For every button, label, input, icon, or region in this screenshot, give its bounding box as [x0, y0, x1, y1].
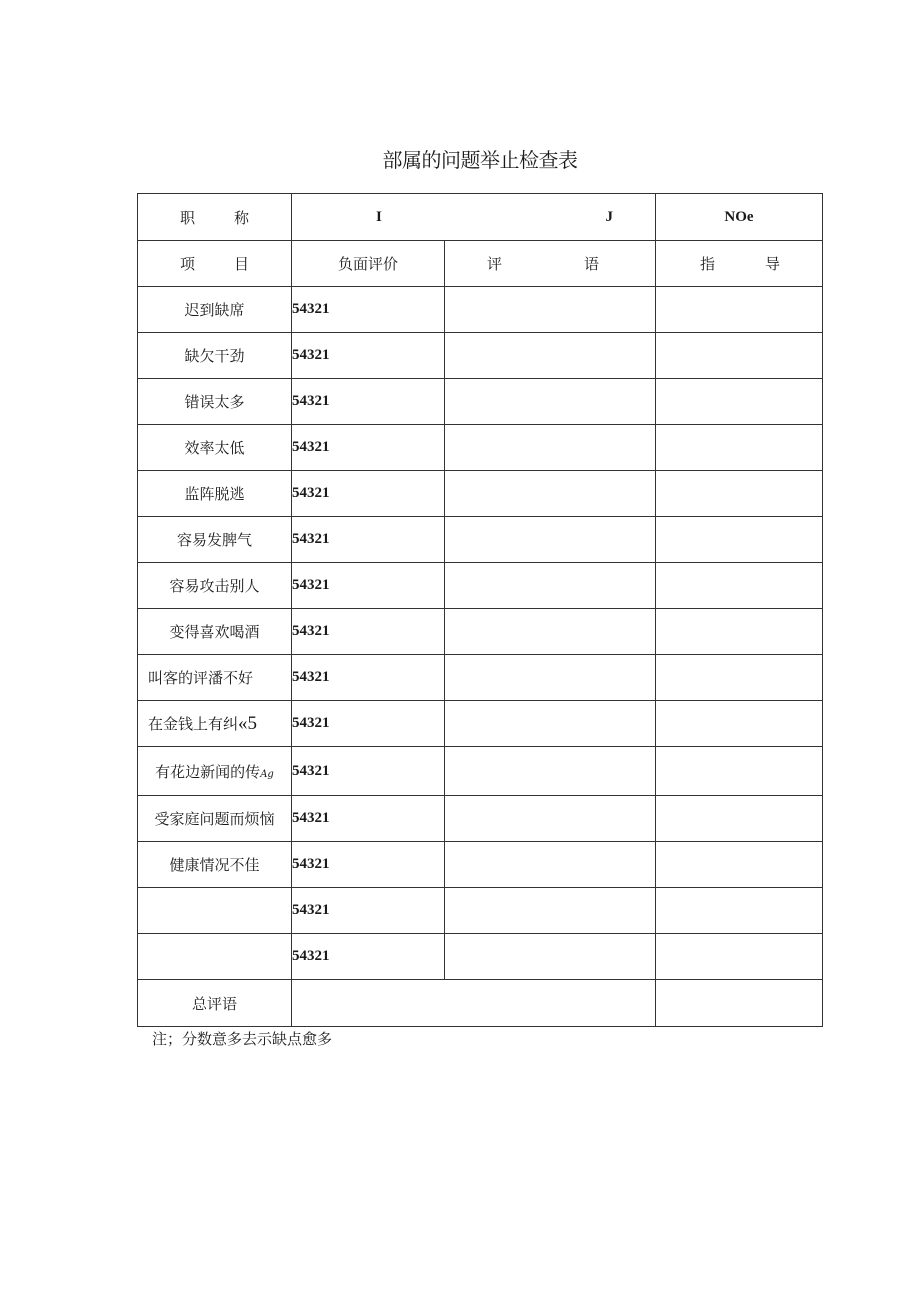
item-label: 容易发脾气 [176, 531, 252, 549]
score-value: 54321 [292, 810, 330, 826]
guide-cell[interactable] [656, 517, 823, 563]
table-row [138, 934, 823, 980]
comment-header-cell [445, 241, 656, 287]
score-cell [292, 796, 445, 842]
score-value: 54321 [292, 948, 330, 964]
item-cell [138, 747, 292, 796]
table-row [138, 842, 823, 888]
score-cell [292, 425, 445, 471]
item-label: 受家庭问题而烦恼 [154, 810, 275, 828]
position-label-a: 职 [180, 208, 196, 227]
guide-header-cell [656, 241, 823, 287]
header-mark-right: J [605, 208, 613, 225]
score-cell [292, 655, 445, 701]
comment-cell[interactable] [445, 517, 656, 563]
score-value: 54321 [292, 902, 330, 918]
score-cell [292, 517, 445, 563]
header-number-cell [656, 194, 823, 241]
score-cell [292, 747, 445, 796]
item-cell [138, 333, 292, 379]
score-cell [292, 842, 445, 888]
item-cell [138, 517, 292, 563]
table-row [138, 888, 823, 934]
item-label: 在金钱上有纠 [148, 714, 239, 733]
guide-cell[interactable] [656, 287, 823, 333]
table-row [138, 747, 823, 796]
comment-header-b: 语 [583, 255, 599, 273]
guide-cell[interactable] [656, 563, 823, 609]
comment-cell[interactable] [445, 655, 656, 701]
table-row [138, 609, 823, 655]
item-header-b: 目 [233, 255, 249, 273]
header-row-title [138, 194, 823, 241]
comment-cell[interactable] [445, 842, 656, 888]
guide-cell[interactable] [656, 471, 823, 517]
table-row [138, 379, 823, 425]
item-cell [138, 796, 292, 842]
item-label: 变得喜欢喝酒 [169, 623, 260, 641]
table-row [138, 425, 823, 471]
header-row-columns [138, 241, 823, 287]
table-row [138, 655, 823, 701]
comment-cell[interactable] [445, 609, 656, 655]
position-label-b: 称 [233, 208, 249, 227]
comment-cell[interactable] [445, 471, 656, 517]
position-value-cell [292, 194, 656, 241]
item-label: 叫客的评潘不好 [148, 669, 254, 687]
score-cell [292, 563, 445, 609]
item-cell [138, 609, 292, 655]
header-number: NOe [724, 208, 754, 225]
item-cell [138, 701, 292, 747]
score-value: 54321 [292, 762, 330, 779]
header-mark-left: I [376, 208, 382, 225]
negative-eval-label: 负面评价 [337, 255, 398, 273]
guide-header-a: 指 [700, 255, 716, 273]
table-row [138, 333, 823, 379]
score-value: 54321 [292, 301, 330, 317]
item-label: 容易攻击别人 [169, 577, 260, 595]
score-cell [292, 379, 445, 425]
footnote: 注；分数意多去示缺点愈多 [152, 1030, 333, 1048]
summary-label: 总评语 [191, 994, 237, 1013]
guide-cell[interactable] [656, 609, 823, 655]
item-label: 迟到缺席 [184, 301, 245, 319]
item-label: 有花边新闻的传 [155, 762, 261, 781]
score-cell [292, 701, 445, 747]
item-header-cell [138, 241, 292, 287]
guide-cell[interactable] [656, 747, 823, 796]
comment-cell[interactable] [445, 287, 656, 333]
guide-cell[interactable] [656, 425, 823, 471]
guide-header-b: 导 [764, 255, 780, 273]
item-cell [138, 842, 292, 888]
item-header-a: 项 [180, 255, 196, 273]
guide-cell[interactable] [656, 934, 823, 980]
page-title: 部属的问题举止检查表 [382, 148, 578, 172]
comment-cell[interactable] [445, 796, 656, 842]
score-cell [292, 333, 445, 379]
score-cell [292, 609, 445, 655]
table-row [138, 471, 823, 517]
item-cell [138, 425, 292, 471]
comment-cell[interactable] [445, 747, 656, 796]
score-value: 54321 [292, 577, 330, 593]
item-label: 缺欠干劲 [184, 347, 245, 365]
negative-eval-header [292, 241, 445, 287]
table-row [138, 796, 823, 842]
score-value: 54321 [292, 715, 330, 731]
comment-cell[interactable] [445, 379, 656, 425]
item-cell [138, 379, 292, 425]
position-label-cell [138, 194, 292, 241]
item-suffix: Ag [260, 768, 274, 780]
score-value: 54321 [292, 439, 330, 455]
score-value: 54321 [292, 531, 330, 547]
score-value: 54321 [292, 393, 330, 409]
item-cell [138, 287, 292, 333]
item-cell[interactable] [138, 934, 292, 980]
table-row [138, 517, 823, 563]
comment-cell[interactable] [445, 563, 656, 609]
item-cell [138, 563, 292, 609]
table-row [138, 701, 823, 747]
item-label: 错误太多 [184, 393, 245, 411]
score-value: 54321 [292, 856, 330, 872]
score-cell [292, 287, 445, 333]
comment-header-a: 评 [487, 255, 503, 273]
score-cell [292, 888, 445, 934]
comment-cell[interactable] [445, 934, 656, 980]
guide-cell[interactable] [656, 888, 823, 934]
guide-cell[interactable] [656, 701, 823, 747]
score-value: 54321 [292, 623, 330, 639]
score-cell [292, 934, 445, 980]
summary-row [138, 980, 823, 1027]
table-row [138, 287, 823, 333]
comment-cell[interactable] [445, 888, 656, 934]
summary-label-cell [138, 980, 292, 1027]
item-label: 效率太低 [184, 439, 245, 457]
score-cell [292, 471, 445, 517]
guide-cell[interactable] [656, 655, 823, 701]
item-label: 健康情况不佳 [169, 856, 260, 874]
checklist-table [137, 193, 823, 1027]
summary-guide-cell[interactable] [656, 980, 823, 1027]
guide-cell[interactable] [656, 842, 823, 888]
item-cell [138, 471, 292, 517]
score-value: 54321 [292, 347, 330, 363]
item-suffix: «5 [238, 712, 258, 734]
guide-cell[interactable] [656, 796, 823, 842]
score-value: 54321 [292, 485, 330, 501]
comment-cell[interactable] [445, 425, 656, 471]
comment-cell[interactable] [445, 333, 656, 379]
item-cell[interactable] [138, 888, 292, 934]
comment-cell[interactable] [445, 701, 656, 747]
score-value: 54321 [292, 669, 330, 685]
guide-cell[interactable] [656, 333, 823, 379]
item-cell [138, 655, 292, 701]
summary-comment-cell[interactable] [292, 980, 656, 1027]
table-row [138, 563, 823, 609]
item-label: 监阵脱逃 [184, 485, 245, 503]
guide-cell[interactable] [656, 379, 823, 425]
